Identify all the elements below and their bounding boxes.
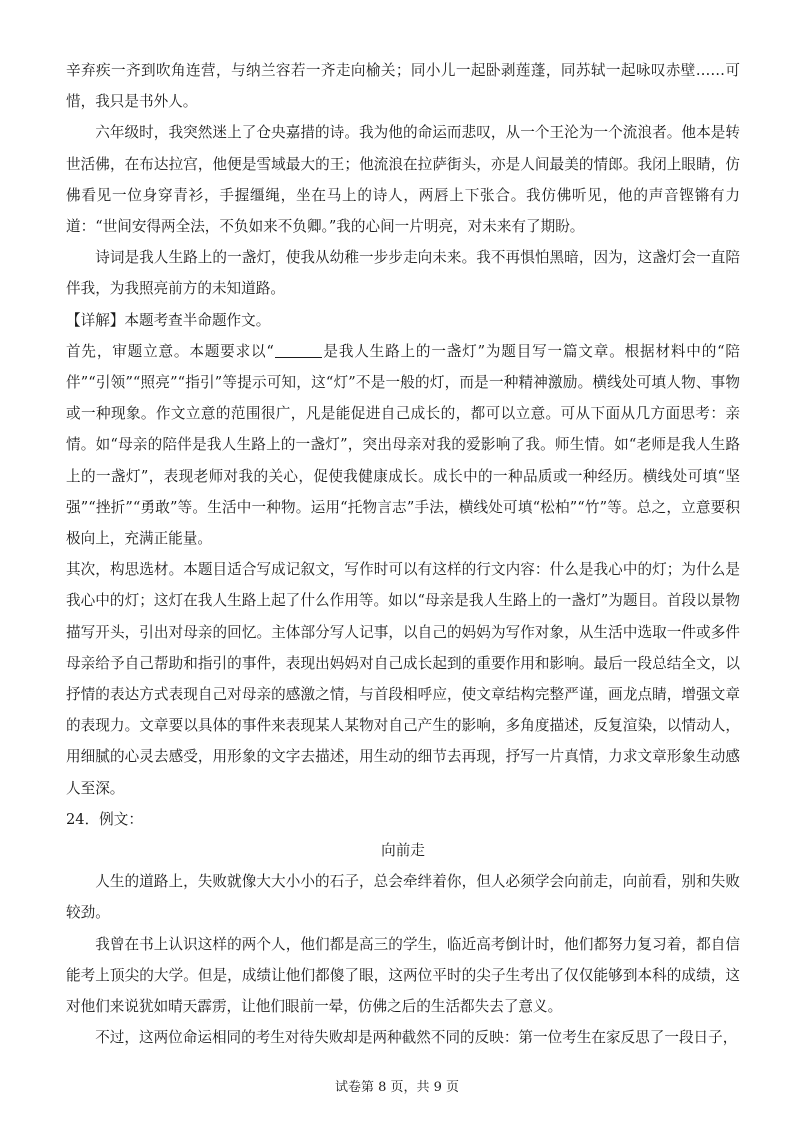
sample-essay-title: 向前走: [381, 842, 425, 860]
essay-paragraph: 辛弃疾一齐到吹角连营，与纳兰容若一齐走向榆关；同小儿一起卧剥莲蓬，同苏轼一起咏叹赤壁……可惜，我只是书外人。: [66, 62, 740, 111]
explanation-text-after-blank: 是我人生路上的一盏灯”为题目写一篇文章。根据材料中的“陪伴”“引领”“照亮”“指引”等提示可知，这“灯”不是一般的灯，而是一种精神激励。横线处可填人物、事物或一种现象。作文立意的范围很广，凡是能促进自己成长的，都可以立意。可从下面从几方面思考：亲情。如“母亲的陪伴是我人生路上的一盏灯”，突出母亲对我的爱影响了我。师生情。如“老师是我人生路上的一盏灯”，表现老师对我的关心，促使我健康成长。成长中的一种品质或一种经历。横线处可填“坚强”“挫折”“勇敢”等。生活中一种物。运用“托物言志”手法，横线处可填“松柏”“竹”等。总之，立意要积极向上，充满正能量。: [66, 342, 740, 548]
essay-paragraph: 我曾在书上认识这样的两个人，他们都是高三的学生，临近高考倒计时，他们都努力复习着，都自信能考上顶尖的大学。但是，成绩让他们都傻了眼，这两位平时的尖子生考出了仅仅能够到本科的成绩，这对他们来说犹如晴天霹雳，让他们眼前一晕，仿佛之后的生活都失去了意义。: [66, 935, 740, 1016]
explanation-heading: 【详解】本题考查半命题作文。: [66, 311, 271, 329]
explanation-text-before-blank: 首先，审题立意。本题要求以“: [66, 342, 274, 360]
essay-paragraph: 不过，这两位命运相同的考生对待失败却是两种截然不同的反映：第一位考生在家反思了一段日子，: [95, 1029, 738, 1047]
fill-in-blank-line: [275, 341, 322, 357]
essay-paragraph: 诗词是我人生路上的一盏灯，使我从幼稚一步步走向未来。我不再惧怕黑暗，因为，这盏灯会一直陪伴我，为我照亮前方的未知道路。: [66, 249, 740, 298]
essay-paragraph: 人生的道路上，失败就像大大小小的石子，总会牵绊着你，但人必须学会向前走，向前看，别和失败较劲。: [66, 873, 740, 922]
explanation-paragraph: 其次，构思选材。本题目适合写成记叙文，写作时可以有这样的行文内容：什么是我心中的灯；为什么是我心中的灯；这灯在我人生路上起了什么作用等。如以“母亲是我人生路上的一盏灯”为题目。首段以景物描写开头，引出对母亲的回忆。主体部分写人记事，以自己的妈妈为写作对象，从生活中选取一件或多件母亲给予自己帮助和指引的事件，表现出妈妈对自己成长起到的重要作用和影响。最后一段总结全文，以抒情的表达方式表现自己对母亲的感激之情，与首段相呼应，使文章结构完整严谨，画龙点睛，增强文章的表现力。文章要以具体的事件来表现某人某物对自己产生的影响，多角度描述，反复渲染，以情动人，用细腻的心灵去感受，用形象的文字去描述，用生动的细节去再现，抒写一片真情，力求文章形象生动感人至深。: [66, 561, 740, 797]
explanation-paragraph: [66, 336, 740, 554]
essay-paragraph: 六年级时，我突然迷上了仓央嘉措的诗。我为他的命运而悲叹，从一个王沦为一个流浪者。他本是转世活佛，在布达拉宫，他便是雪域最大的王；他流浪在拉萨街头，亦是人间最美的情郎。我闭上眼睛，仿佛看见一位身穿青衫，手握缰绳，坐在马上的诗人，两唇上下张合。我仿佛听见，他的声音铿锵有力道：“世间安得两全法，不负如来不负卿。”我的心间一片明亮，对未来有了期盼。: [66, 124, 740, 236]
page-footer: 试卷第 8 页，共 9 页: [334, 1080, 460, 1095]
page-content: [66, 55, 740, 1054]
question-number: 24．例文：: [66, 810, 143, 828]
